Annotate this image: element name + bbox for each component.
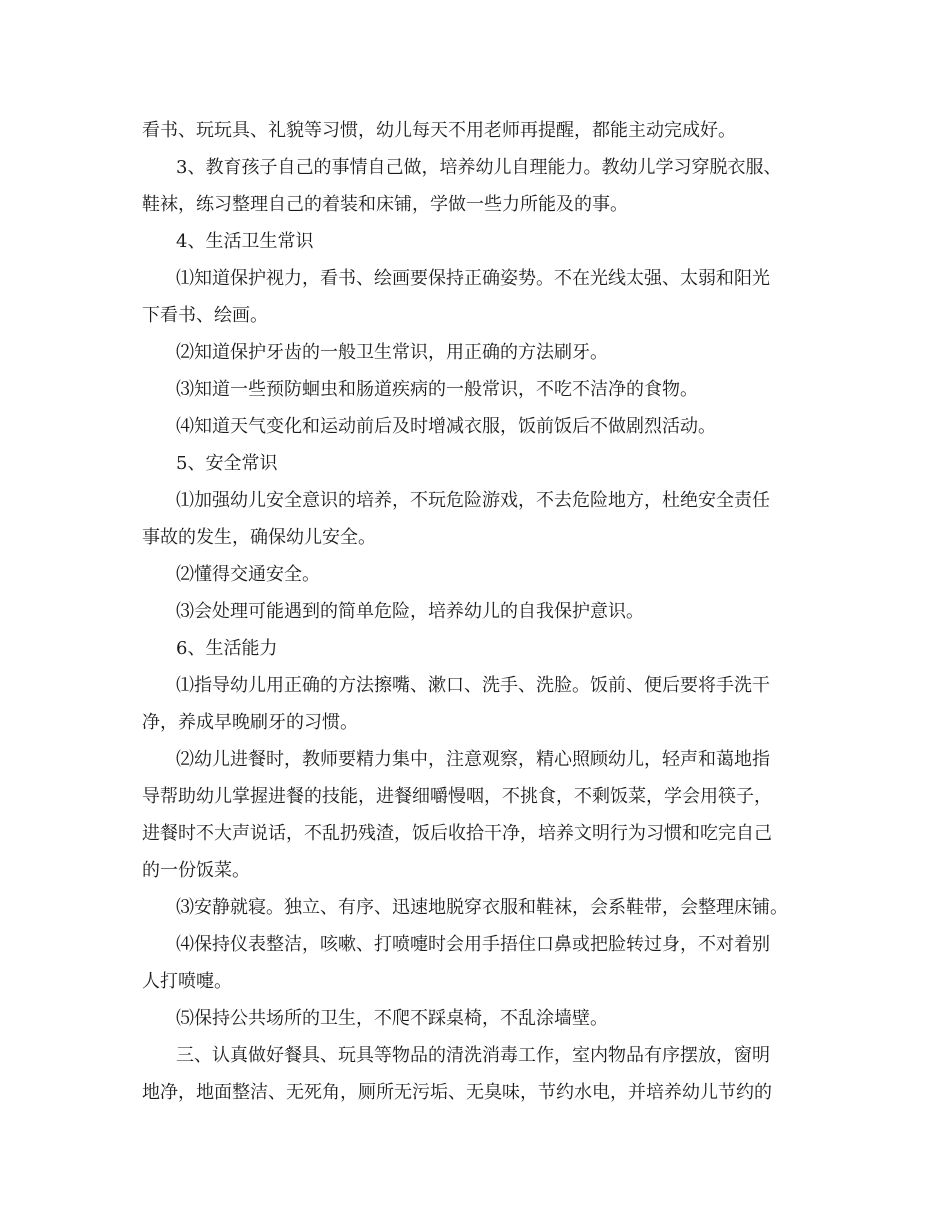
text-line: ⑶安静就寝。独立、有序、迅速地脱穿衣服和鞋袜，会系鞋带，会整理床铺。 — [176, 897, 788, 918]
text-line: 人打喷嚏。 — [142, 971, 232, 992]
text-line: ⑷保持仪表整洁，咳嗽、打喷嚏时会用手捂住口鼻或把脸转过身，不对着别 — [176, 934, 770, 955]
text-line: ⑴知道保护视力，看书、绘画要保持正确姿势。不在光线太强、太弱和阳光 — [176, 268, 770, 289]
text-line: 5、安全常识 — [176, 453, 278, 474]
text-line: ⑵知道保护牙齿的一般卫生常识，用正确的方法刷牙。 — [176, 342, 608, 363]
text-line: ⑶会处理可能遇到的简单危险，培养幼儿的自我保护意识。 — [176, 601, 644, 622]
text-line: 导帮助幼儿掌握进餐的技能，进餐细嚼慢咽，不挑食，不剩饭菜，学会用筷子， — [142, 786, 772, 807]
text-line: ⑸保持公共场所的卫生，不爬不踩桌椅，不乱涂墙壁。 — [176, 1008, 608, 1029]
text-line: ⑴加强幼儿安全意识的培养，不玩危险游戏，不去危险地方，杜绝安全责任 — [176, 490, 770, 511]
text-line: 进餐时不大声说话，不乱扔残渣，饭后收拾干净，培养文明行为习惯和吃完自己 — [142, 823, 772, 844]
text-line: 6、生活能力 — [176, 638, 278, 659]
text-line: 事故的发生，确保幼儿安全。 — [142, 527, 376, 548]
text-line: ⑵懂得交通安全。 — [176, 564, 320, 585]
document-body — [142, 112, 812, 1111]
text-line: 3、教育孩子自己的事情自己做，培养幼儿自理能力。教幼儿学习穿脱衣服、 — [176, 157, 782, 178]
text-line: 三、认真做好餐具、玩具等物品的清洗消毒工作，室内物品有序摆放，窗明 — [176, 1045, 770, 1066]
text-line: ⑴指导幼儿用正确的方法擦嘴、漱口、洗手、洗脸。饭前、便后要将手洗干 — [176, 675, 770, 696]
text-line: 地净，地面整洁、无死角，厕所无污垢、无臭味，节约水电，并培养幼儿节约的 — [142, 1082, 772, 1103]
text-line: ⑶知道一些预防蛔虫和肠道疾病的一般常识，不吃不洁净的食物。 — [176, 379, 698, 400]
text-line: 净，养成早晚刷牙的习惯。 — [142, 712, 358, 733]
text-line: 下看书、绘画。 — [142, 305, 268, 326]
text-line: 看书、玩玩具、礼貌等习惯，幼儿每天不用老师再提醒，都能主动完成好。 — [142, 120, 736, 141]
text-line: ⑵幼儿进餐时，教师要精力集中，注意观察，精心照顾幼儿，轻声和蔼地指 — [176, 749, 770, 770]
text-line: 4、生活卫生常识 — [176, 231, 314, 252]
text-line: ⑷知道天气变化和运动前后及时增减衣服，饭前饭后不做剧烈活动。 — [176, 416, 716, 437]
text-line: 鞋袜，练习整理自己的着装和床铺，学做一些力所能及的事。 — [142, 194, 628, 215]
text-line: 的一份饭菜。 — [142, 860, 250, 881]
